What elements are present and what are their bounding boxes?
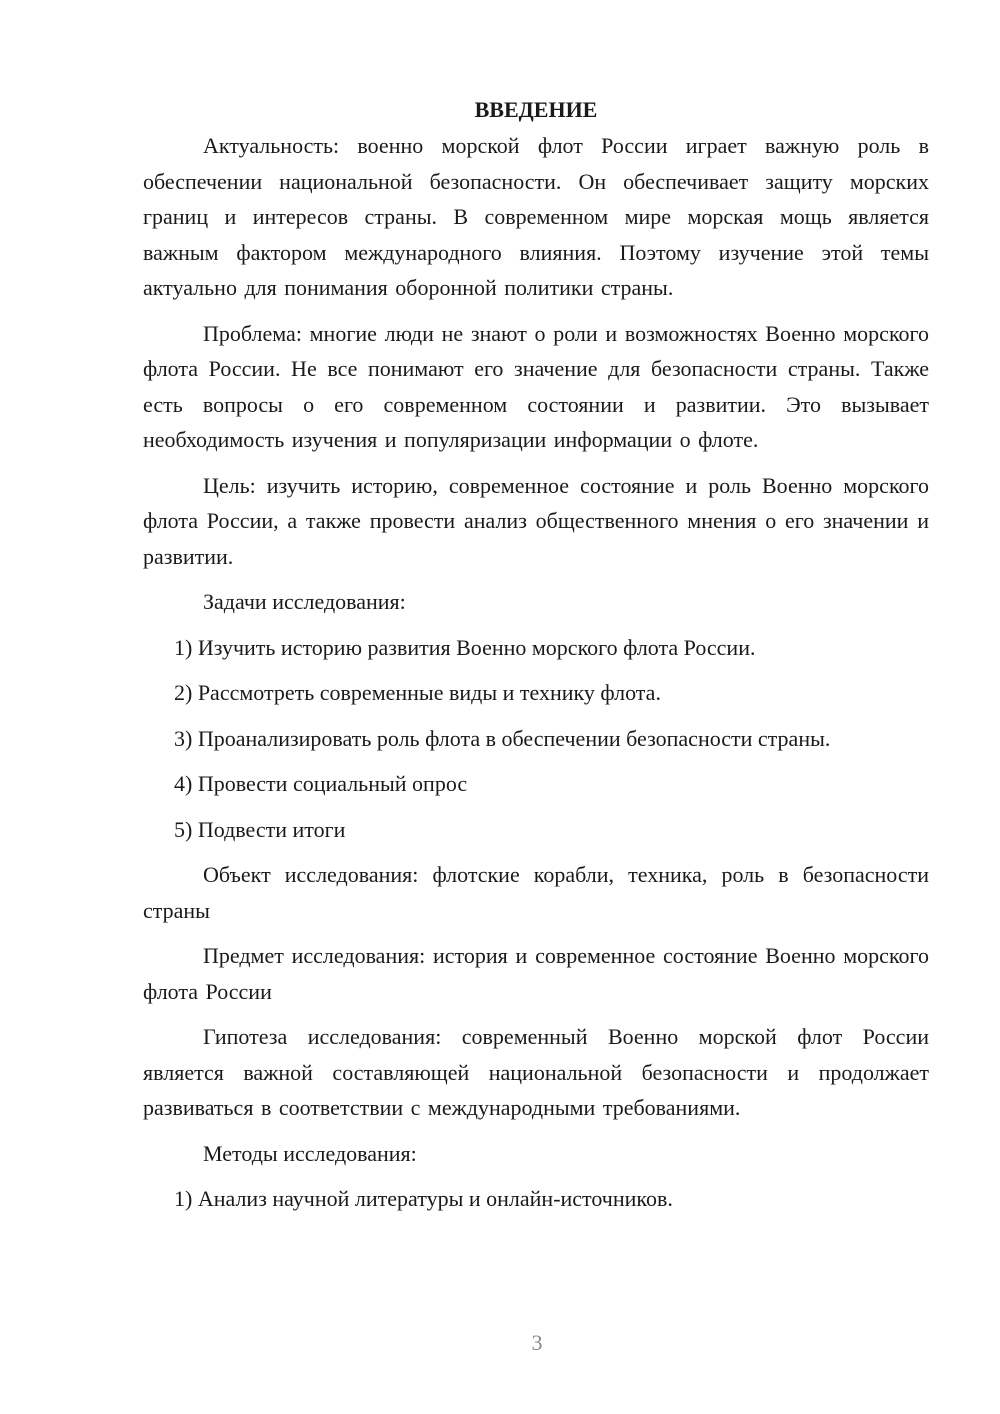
hypothesis-paragraph: Гипотеза исследования: современный Военно морской флот России является важной составляющей национальной безопасности и продолжает развиваться в соответствии с международными требованиями. (143, 1024, 929, 1120)
problem-paragraph: Проблема: многие люди не знают о роли и возможностях Военно морского флота России. Не все понимают его значение для безопасности страны. Также есть вопросы о его современном состоянии и развитии. Это вызывает необходимость изучения и популяризации информации о флоте. (143, 320, 929, 452)
relevance-paragraph: Актуальность: военно морской флот России играет важную роль в обеспечении национальной безопасности. Он обеспечивает защиту морских границ и интересов страны. В современном мире морская мощь является важным фактором международного влияния. Поэтому изучение этой темы актуально для понимания оборонной политики страны. (143, 133, 929, 300)
section-title: ВВЕДЕНИЕ (474, 97, 598, 122)
page-number: 3 (531, 1330, 543, 1355)
method-item-1: 1) Анализ научной литературы и онлайн-источников. (174, 1186, 673, 1211)
object-paragraph: Объект исследования: флотские корабли, техника, роль в безопасности страны (143, 862, 929, 923)
methods-label: Методы исследования: (203, 1140, 417, 1166)
task-item-2: 2) Рассмотреть современные виды и технику флота. (174, 680, 661, 705)
page-content (143, 92, 929, 1227)
tasks-label: Задачи исследования: (203, 589, 406, 614)
subject-paragraph: Предмет исследования: история и современное состояние Военно морского флота России (143, 943, 929, 1004)
task-item-3: 3) Проанализировать роль флота в обеспечении безопасности страны. (174, 725, 831, 751)
task-item-1: 1) Изучить историю развития Военно морского флота России. (174, 634, 756, 660)
task-item-5: 5) Подвести итоги (174, 816, 346, 842)
goal-paragraph: Цель: изучить историю, современное состояние и роль Военно морского флота России, а также провести анализ общественного мнения о его значении и развитии. (143, 472, 929, 569)
task-item-4: 4) Провести социальный опрос (174, 771, 468, 796)
